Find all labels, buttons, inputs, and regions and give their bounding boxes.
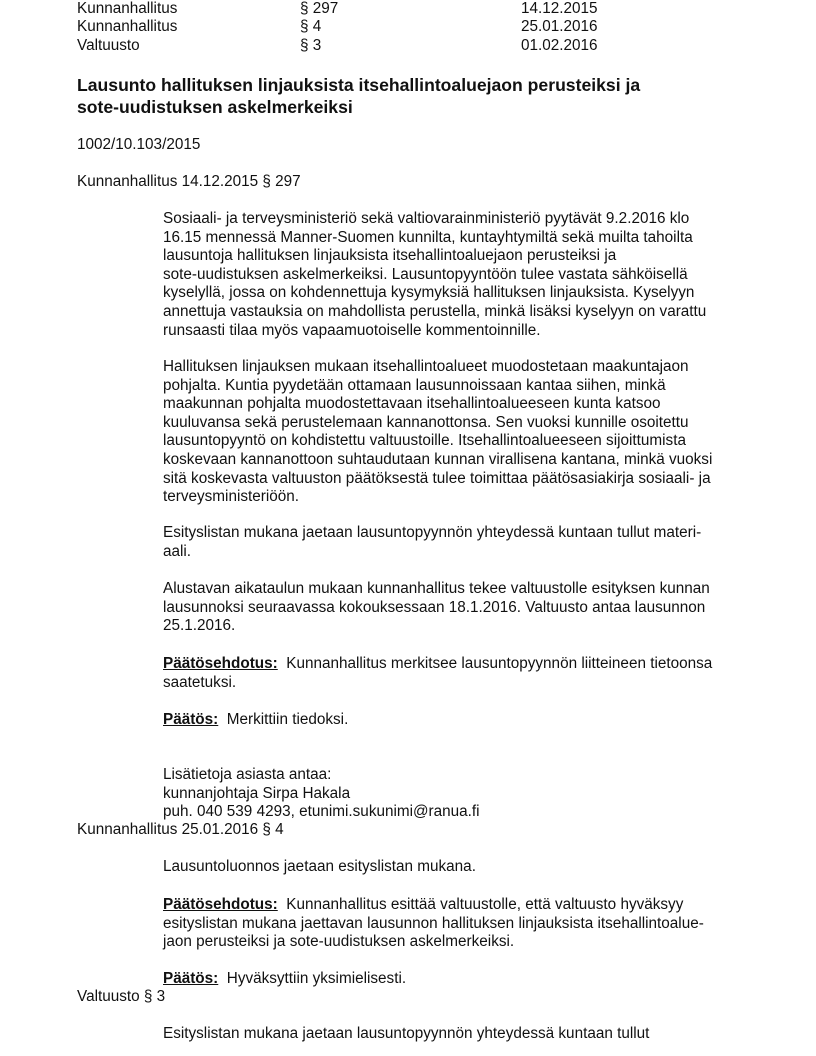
text-line: puh. 040 539 4293, etunimi.sukunimi@ranua.fi: [163, 803, 480, 821]
header-section: § 3: [300, 37, 322, 54]
header-section: § 297: [300, 0, 339, 17]
paragraph: [163, 524, 748, 561]
text-line: kunnanjohtaja Sirpa Hakala: [163, 784, 351, 802]
decision: [163, 970, 748, 989]
paragraph: [163, 1025, 748, 1044]
text-line: koskevaan kannanottoon suhtaudutaan kunnan virallisena kantana, minkä vuoksi: [163, 450, 713, 468]
header-section: § 4: [300, 18, 322, 35]
text-line: 16.15 mennessä Manner-Suomen kunnilta, kuntayhtymiltä sekä muilta tahoilta: [163, 228, 693, 246]
decision-label: Päätös:: [163, 711, 219, 728]
title-line: sote-uudistuksen askelmerkeiksi: [77, 97, 353, 117]
text-line: Lisätietoja asiasta antaa:: [163, 766, 332, 783]
paragraph: [163, 358, 748, 507]
header-date: 25.01.2016: [521, 18, 598, 35]
proposal-text: Kunnanhallitus esittää valtuustolle, että valtuusto hyväksyy: [286, 896, 684, 913]
text-line: aali.: [163, 542, 192, 560]
text-line: Esityslistan mukana jaetaan lausuntopyynnön yhteydessä kuntaan tullut: [163, 1025, 650, 1042]
text-line: sitä koskevasta valtuuston päätöksestä tulee toimittaa päätösasiakirja sosiaali- ja: [163, 469, 711, 487]
text-line: maakunnan pohjalta muodostettavaan itsehallintoalueeseen kunta katsoo: [163, 395, 661, 413]
decision-label: Päätös:: [163, 970, 219, 987]
text-line: esityslistan mukana jaettavan lausunnon hallituksen linjauksista itsehallintoalue-: [163, 914, 704, 932]
paragraph: [163, 580, 748, 636]
header-date: 14.12.2015: [521, 0, 598, 17]
text-line: annettuja vastauksia on mahdollista perustella, minkä lisäksi kyselyyn on varattu: [163, 302, 707, 320]
text-line: [163, 896, 748, 915]
decision: [163, 711, 748, 730]
decision-proposal: [163, 896, 748, 952]
text-line: kyselyllä, jossa on kohdennettuja kysymyksiä hallituksen linjauksista. Kyselyyn: [163, 284, 695, 302]
header-body: Kunnanhallitus: [77, 18, 178, 35]
text-line: Esityslistan mukana jaetaan lausuntopyynnön yhteydessä kuntaan tullut materi-: [163, 524, 702, 541]
text-line: Lausuntoluonnos jaetaan esityslistan mukana.: [163, 858, 476, 875]
text-line: Sosiaali- ja terveysministeriö sekä valtiovarainministeriö pyytävät 9.2.2016 klo: [163, 210, 690, 227]
decision-text: Hyväksyttiin yksimielisesti.: [226, 970, 407, 987]
paragraph: [163, 210, 748, 340]
section-heading: Kunnanhallitus 25.01.2016 § 4: [77, 821, 284, 838]
text-line: [163, 655, 748, 674]
section-heading: Valtuusto § 3: [77, 988, 166, 1005]
text-line: Hallituksen linjauksen mukaan itsehallintoalueet muodostetaan maakuntajaon: [163, 358, 689, 375]
text-line: lausuntopyyntö on kohdistettu valtuustoille. Itsehallintoalueeseen sijoittumista: [163, 432, 686, 450]
contact-info: [163, 766, 748, 822]
header-row: [77, 0, 777, 19]
text-line: kuuluvansa sekä perustelemaan kannanottonsa. Sen vuoksi kunnille osoitettu: [163, 413, 689, 431]
header-row: [77, 18, 777, 37]
proposal-label: Päätösehdotus:: [163, 655, 278, 672]
text-line: lausuntoja hallituksen linjauksista itsehallintoaluejaon perusteiksi ja: [163, 247, 617, 265]
proposal-label: Päätösehdotus:: [163, 896, 278, 913]
text-line: sote-uudistuksen askelmerkeiksi. Lausuntopyyntöön tulee vastata sähköisellä: [163, 265, 688, 283]
text-line: pohjalta. Kuntia pyydetään ottamaan lausunnoissaan kantaa siihen, minkä: [163, 376, 666, 394]
text-line: runsaasti tilaa myös vapaamuotoiselle kommentoinnille.: [163, 321, 541, 339]
text-line: terveysministeriöön.: [163, 488, 300, 506]
text-line: 25.1.2016.: [163, 617, 236, 635]
decision-text: Merkittiin tiedoksi.: [226, 711, 349, 728]
section-heading: Kunnanhallitus 14.12.2015 § 297: [77, 173, 301, 190]
text-line: lausunnoksi seuraavassa kokouksessaan 18.1.2016. Valtuusto antaa lausunnon: [163, 598, 706, 616]
document-title: [77, 74, 737, 118]
text-line: Alustavan aikataulun mukaan kunnanhallitus tekee valtuustolle esityksen kunnan: [163, 580, 710, 597]
decision-proposal: [163, 655, 748, 692]
text-line: saatetuksi.: [163, 673, 237, 691]
proposal-text: Kunnanhallitus merkitsee lausuntopyynnön liitteineen tietoonsa: [286, 655, 713, 672]
header-date: 01.02.2016: [521, 37, 598, 54]
header-body: Kunnanhallitus: [77, 0, 178, 17]
paragraph: [163, 858, 748, 877]
text-line: jaon perusteiksi ja sote-uudistuksen askelmerkeiksi.: [163, 933, 515, 951]
header-body: Valtuusto: [77, 37, 140, 54]
header-row: [77, 37, 777, 56]
title-line: Lausunto hallituksen linjauksista itsehallintoaluejaon perusteiksi ja: [77, 75, 641, 95]
diary-number: 1002/10.103/2015: [77, 136, 201, 153]
